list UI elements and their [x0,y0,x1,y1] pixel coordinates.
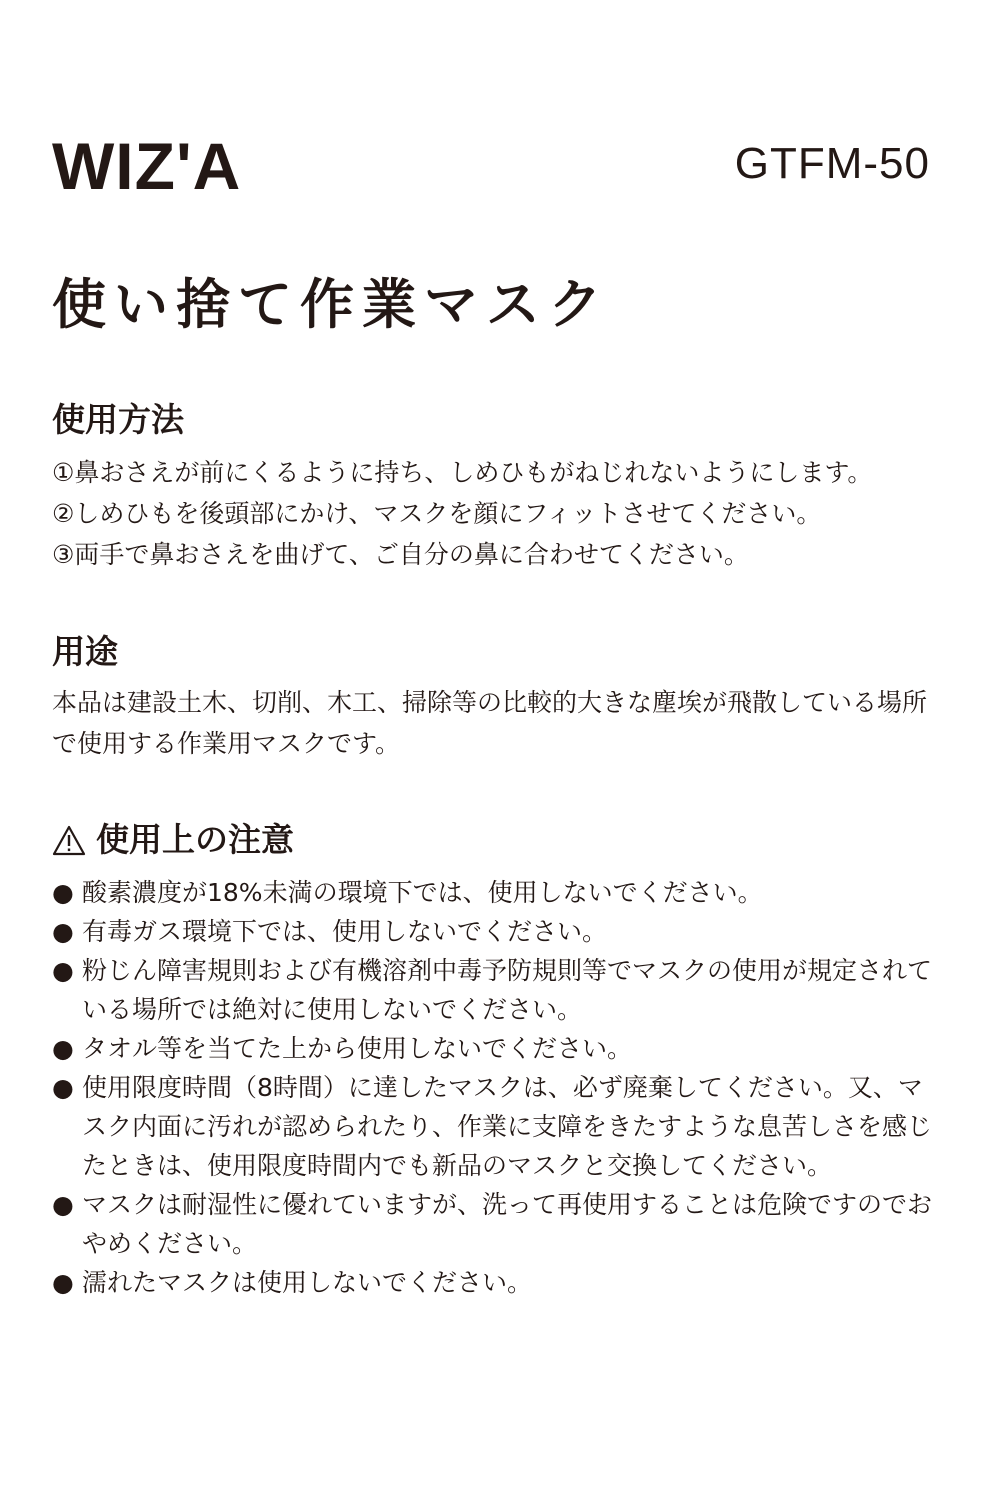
bullet-icon: ● [52,1190,74,1219]
purpose-text: 本品は建設土木、切削、木工、掃除等の比較的大きな塵埃が飛散している場所で使用する作業用マスクです。 [52,688,928,758]
caution-item-text: マスクは耐湿性に優れていますが、洗って再使用することは危険ですのでおやめください。 [82,1190,933,1258]
bullet-icon: ● [52,1073,74,1102]
caution-item [52,873,942,912]
caution-list [52,873,942,1302]
bullet-icon: ● [52,956,74,985]
caution-item-text: タオル等を当てた上から使用しないでください。 [82,1034,633,1063]
usage-step: ②しめひもを後頭部にかけ、マスクを顔にフィットさせてください。 [52,499,822,528]
usage-heading-label: 使用方法 [52,400,184,439]
caution-item-text: 酸素濃度が18%未満の環境下では、使用しないでください。 [82,878,763,907]
caution-item [52,912,942,951]
caution-heading [52,818,294,862]
usage-step-list [52,452,952,575]
caution-item [52,1263,942,1302]
bullet-icon: ● [52,917,74,946]
purpose-heading-label: 用途 [52,632,118,671]
caution-item [52,1185,942,1263]
bullet-icon: ● [52,878,74,907]
product-title: 使い捨て作業マスク [52,273,610,336]
bullet-icon: ● [52,1268,74,1297]
caution-item-text: 粉じん障害規則および有機溶剤中毒予防規則等でマスクの使用が規定されている場所では絶対に使用しないでください。 [82,956,933,1024]
caution-item-text: 使用限度時間（8時間）に達したマスクは、必ず廃棄してください。又、マスク内面に汚れが認められたり、作業に支障をきたすような息苦しさを感じたときは、使用限度時間内でも新品のマスクと交換してください。 [82,1073,933,1180]
bullet-icon: ● [52,1034,74,1063]
model-number: GTFM-50 [734,139,930,188]
caution-item [52,1068,942,1185]
warning-triangle-icon [52,824,86,856]
purpose-heading [52,630,118,674]
caution-item [52,1029,942,1068]
caution-item-text: 濡れたマスクは使用しないでください。 [82,1268,533,1297]
usage-step: ③両手で鼻おさえを曲げて、ご自分の鼻に合わせてください。 [52,540,749,569]
caution-item [52,951,942,1029]
brand-logo: WIZ'A [52,129,242,203]
usage-heading [52,398,184,442]
caution-heading-label: 使用上の注意 [96,820,294,859]
caution-item-text: 有毒ガス環境下では、使用しないでください。 [82,917,608,946]
usage-step: ①鼻おさえが前にくるように持ち、しめひもがねじれないようにします。 [52,458,873,487]
